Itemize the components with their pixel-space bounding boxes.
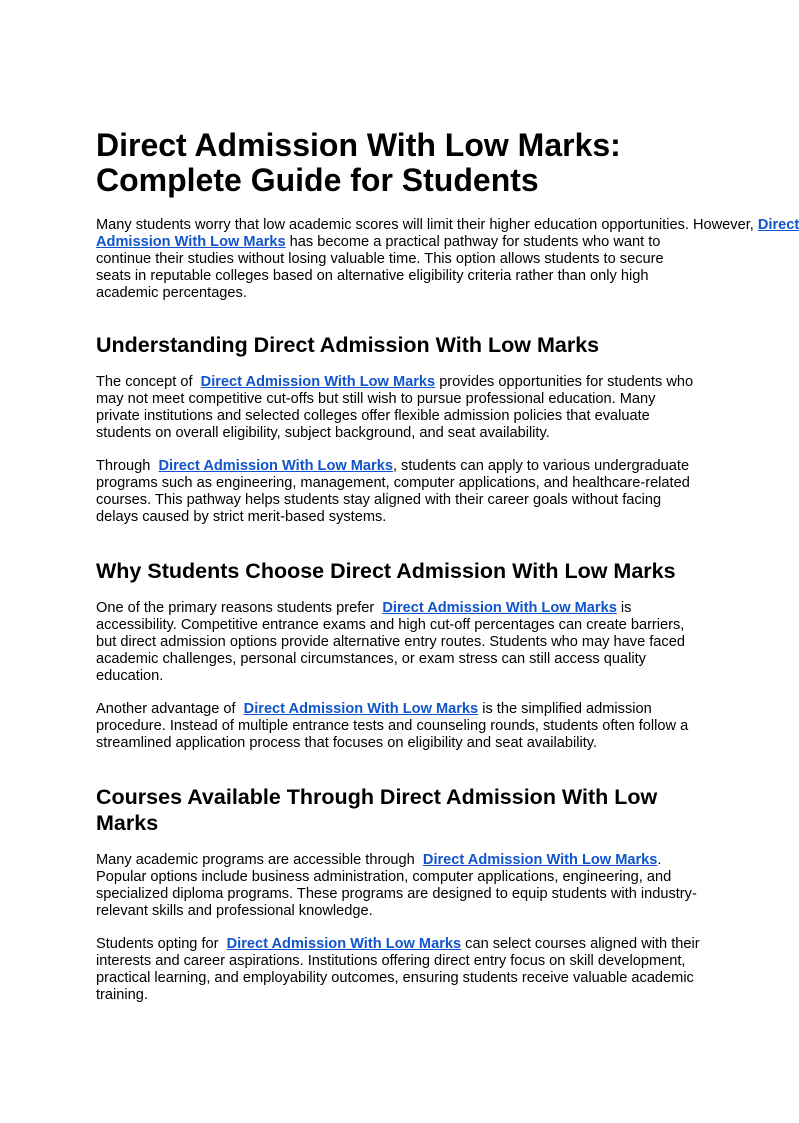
paragraph-text-before: One of the primary reasons students prefer	[96, 600, 383, 616]
paragraph-text-after: , students can apply to various undergraduate programs such as engineering, management, computer applications, and healthcare-related courses. This pathway helps students stay aligned with their career goals without facing delays caused by strict merit-based systems.	[96, 458, 690, 525]
why-link-1[interactable]: Direct Admission With Low Marks	[382, 600, 617, 616]
paragraph-text-after: is accessibility. Competitive entrance exams and high cut-off percentages can create barriers, but direct admission options provide alternative entry routes. Students who may have faced academic challenges, personal circumstances, or exam stress can still access quality education.	[96, 600, 685, 684]
understanding-link-2[interactable]: Direct Admission With Low Marks	[158, 458, 393, 474]
intro-text-before: Many students worry that low academic scores will limit their higher education opportunities. However,	[96, 217, 758, 233]
paragraph-text-after: is the simplified admission procedure. Instead of multiple entrance tests and counseling rounds, students often follow a streamlined application process that focuses on eligibility and seat availability.	[96, 701, 689, 751]
intro-paragraph	[96, 217, 799, 302]
understanding-link-1[interactable]: Direct Admission With Low Marks	[200, 374, 436, 390]
why-paragraph-1	[96, 600, 700, 685]
why-link-2[interactable]: Direct Admission With Low Marks	[243, 701, 479, 717]
intro-text-after: has become a practical pathway for students who want to continue their studies without losing valuable time. This option allows students to secure seats in reputable colleges based on alternative eligibility criteria rather than only high academic percentages.	[96, 234, 664, 301]
paragraph-text-before: The concept of	[96, 374, 201, 390]
courses-link-1[interactable]: Direct Admission With Low Marks	[422, 852, 658, 868]
paragraph-text-after: can select courses aligned with their interests and career aspirations. Institutions offering direct entry focus on skill development, practical learning, and employability outcomes, ensuring students receive valuable academic training.	[96, 936, 700, 1003]
paragraph-text-before: Many academic programs are accessible through	[96, 852, 423, 868]
courses-paragraph-1	[96, 852, 700, 920]
courses-paragraph-2	[96, 936, 700, 1004]
section-heading-courses: Courses Available Through Direct Admission With Low Marks	[96, 785, 658, 835]
paragraph-text-after: provides opportunities for students who may not meet competitive cut-offs but still wish to pursue professional education. Many private institutions and selected colleges offer flexible admission policies that evaluate students on overall eligibility, subject background, and seat availability.	[96, 374, 694, 441]
intro-link[interactable]: Direct Admission With Low Marks	[96, 217, 799, 250]
paragraph-text-before: Students opting for	[96, 936, 227, 952]
page-title: Direct Admission With Low Marks: Complete Guide for Students	[96, 127, 621, 198]
understanding-paragraph-2	[96, 458, 700, 526]
paragraph-text-after: . Popular options include business administration, computer applications, engineering, and specialized diploma programs. These programs are designed to equip students with industry-relevant skills and professional knowledge.	[96, 852, 697, 919]
understanding-paragraph-1	[96, 374, 700, 442]
why-paragraph-2	[96, 701, 700, 752]
section-heading-understanding: Understanding Direct Admission With Low Marks	[96, 333, 600, 357]
paragraph-text-before: Another advantage of	[96, 701, 244, 717]
courses-link-2[interactable]: Direct Admission With Low Marks	[226, 936, 462, 952]
paragraph-text-before: Through	[96, 458, 159, 474]
section-heading-why: Why Students Choose Direct Admission With Low Marks	[96, 559, 676, 583]
document-page	[96, 127, 799, 1004]
